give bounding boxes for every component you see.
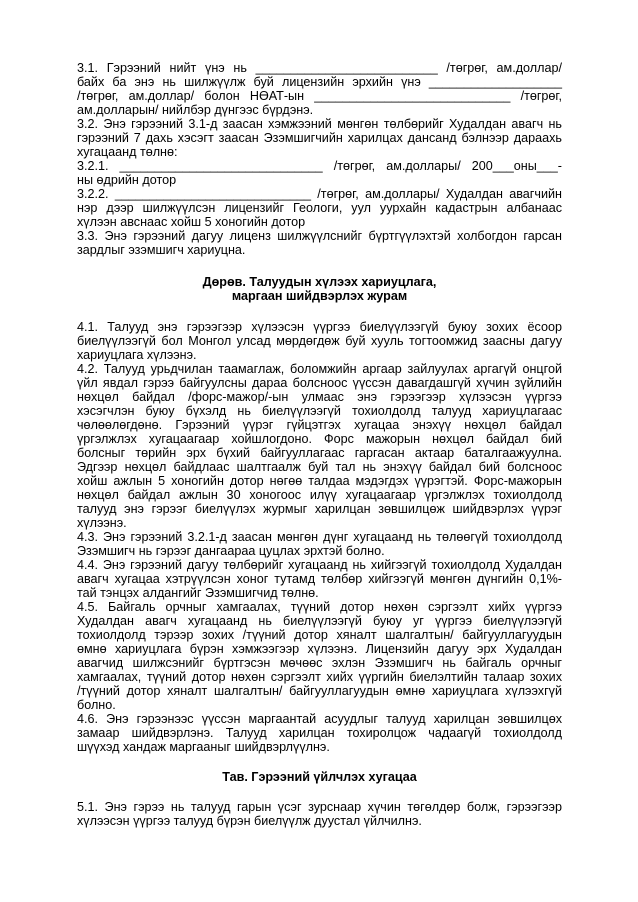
text-line: шүүхэд хандаж маргааныг шийдвэрлүүлнэ. (77, 740, 330, 754)
text-line: хамгаалах, түүний дотор нөхөн сэргээлт хийх үүргийн биелэлтийн талаар зохих (77, 670, 562, 684)
text-line: 4.5. Байгаль орчныг хамгаалах, түүний дотор нөхөн сэргээлт хийх үүргээ (77, 600, 562, 614)
text-line: авагчид шилжсэнийг бүртгэсэн мөчөөс эхлэн Эзэмшигч нь байгаль орчныг (77, 656, 562, 670)
text-line: Эдгээр нөхцөл байдлаас шалтгаалж буй тал нь энэхүү байдал бий болсноос (77, 460, 562, 474)
text-line: тохиолдолд тэрээр зохих /түүний дотор хяналт шалгалтын/ байгууллагуудын (77, 628, 562, 642)
text-line: хойш ажлын 5 хоногийн дотор нөгөө талдаа мэдэгдэх үүрэгтэй. Форс-мажорын (77, 474, 562, 488)
text-line: зардлыг эзэмшигч хариуцна. (77, 243, 246, 257)
text-line: 3.2. Энэ гэрээний 3.1-д заасан хэмжээний мөнгөн төлбөрийг Худалдан авагч нь (77, 117, 562, 131)
text-line: /төгрөг, ам.доллар/ болон НӨАТ-ын ____________________________ /төгрөг, (77, 89, 562, 103)
text-line: 4.6. Энэ гэрээнээс үүссэн маргаантай асуудлыг талууд харилцан зөвшилцөх (77, 712, 562, 726)
text-line: ам.долларын/ нийлбэр дүнгээс бүрдэнэ. (77, 103, 314, 117)
section-heading: Тав. Гэрээний үйлчлэх хугацаа (222, 770, 417, 784)
text-line: гэрээний 7 дахь хэсэгт заасан Эзэмшигчийн харилцах дансанд бэлнээр дараахь (77, 131, 562, 145)
text-line: хэсэгчлэн буюу бүхэлд нь биелүүлээгүй тохиолдолд талууд хариуцлагаас (77, 404, 562, 418)
text-line: үйл явдал гэрээ байгуулсны дараа болсноос үүссэн давагдашгүй хүчин зүйлийн (77, 376, 562, 390)
text-line: замаар шийдвэрлэнэ. Талууд харилцан тохиролцож чадаагүй тохиолдолд (77, 726, 562, 740)
text-line: 4.3. Энэ гэрээний 3.2.1-д заасан мөнгөн дүнг хугацаанд нь төлөөгүй тохиолдолд (77, 530, 562, 544)
text-line: хугацаанд төлнө: (77, 145, 178, 159)
text-line: биелүүлээгүй бол Монгол улсад мөрдөгдөж буй хууль тогтоомжид заасны дагуу (77, 334, 562, 348)
text-line: 4.2. Талууд урьдчилан таамаглаж, боломжийн аргаар зайлуулах аргагүй онцгой (77, 362, 562, 376)
text-line: 3.2.2. ____________________________ /төгрөг, ам.доллары/ Худалдан авагчийн (77, 187, 562, 201)
text-line: үргэлжлэх хугацаагаар хойшлогдоно. Форс мажорын нөхцөл байдал бий (77, 432, 562, 446)
text-line: болно. (77, 698, 116, 712)
text-line: нөхцөл байдал ажлын 30 хоногоос илүү хугацаагаар үргэлжлэх тохиолдолд (77, 488, 562, 502)
text-line: Эзэмшигч нь гэрээг дангаараа цуцлах эрхтэй болно. (77, 544, 385, 558)
text-line: Худалдан авагч хугацаанд нь биелүүлээгүй буюу уг үүргээ биелүүлээгүй (77, 614, 562, 628)
text-line: нэр дээр шилжүүлсэн лицензийг Геологи, уул уурхайн кадастрын албанаас (77, 201, 562, 215)
text-line: 3.3. Энэ гэрээний дагуу лиценз шилжүүлснийг бүртгүүлэхтэй холбогдон гарсан (77, 229, 562, 243)
text-line: болсныг төрийн эрх бүхий байгууллагаас гаргасан актаар баталгаажуулна. (77, 446, 562, 460)
text-line: 4.1. Талууд энэ гэрээгээр хүлээсэн үүргээ биелүүлээгүй буюу зохих ёсоор (77, 320, 562, 334)
text-line: талууд энэ гэрээг биелүүлэх журмыг харилцан зөвшилцөж шийдвэрлэх үүрэг (77, 502, 562, 516)
text-line: хүлээнэ. (77, 516, 127, 530)
text-line: тай тэнцэх алдангийг Эзэмшигчид төлнө. (77, 586, 319, 600)
section-heading: маргаан шийдвэрлэх журам (231, 289, 408, 303)
text-line: авагч хугацаа хэтрүүлсэн хоног тутамд төлбөр хийгээгүй мөнгөн дүнгийн 0,1%- (77, 572, 562, 586)
section-heading: Дөрөв. Талуудын хүлээх хариуцлага, (202, 275, 437, 289)
text-line: 5.1. Энэ гэрээ нь талууд гарын үсэг зурснаар хүчин төгөлдөр болж, гэрээгээр (77, 800, 562, 814)
text-line: байх ба энэ нь шилжүүлж буй лицензийн эрхийн үнэ ___________________ (77, 75, 562, 89)
text-line: 3.2.1. _____________________________ /төгрөг, ам.доллары/ 200___оны___- (77, 159, 562, 173)
text-line: 3.1. Гэрээний нийт үнэ нь __________________________ /төгрөг, ам.доллар/ (77, 61, 562, 75)
text-line: /түүний дотор хяналт шалгалтын/ байгууллагуудын өмнө хариуцлага хүлээхгүй (77, 684, 562, 698)
text-line: хүлээн авснаас хойш 5 хоногийн дотор (77, 215, 306, 229)
text-line: өмнө хариуцлага бүрэн хэмжээгээр хүлээнэ. Лицензийн дагуу эрх Худалдан (77, 642, 562, 656)
text-line: нөхцөл байдал /форс-мажор/-ын улмаас энэ гэрээгээр хүлээсэн үүргээ (77, 390, 562, 404)
text-line: ны өдрийн дотор (77, 173, 177, 187)
text-line: чөлөөлөгдөнө. Гэрээний үүрэг гүйцэтгэх хугацаа энэхүү нөхцөл байдал (77, 418, 562, 432)
text-line: 4.4. Энэ гэрээний дагуу төлбөрийг хугацаанд нь хийгээгүй тохиолдолд Худалдан (77, 558, 562, 572)
text-line: хүлээсэн үүргээ талууд бүрэн биелүүлж дуустал үйлчилнэ. (77, 814, 422, 828)
text-line: хариуцлага хүлээнэ. (77, 348, 197, 362)
